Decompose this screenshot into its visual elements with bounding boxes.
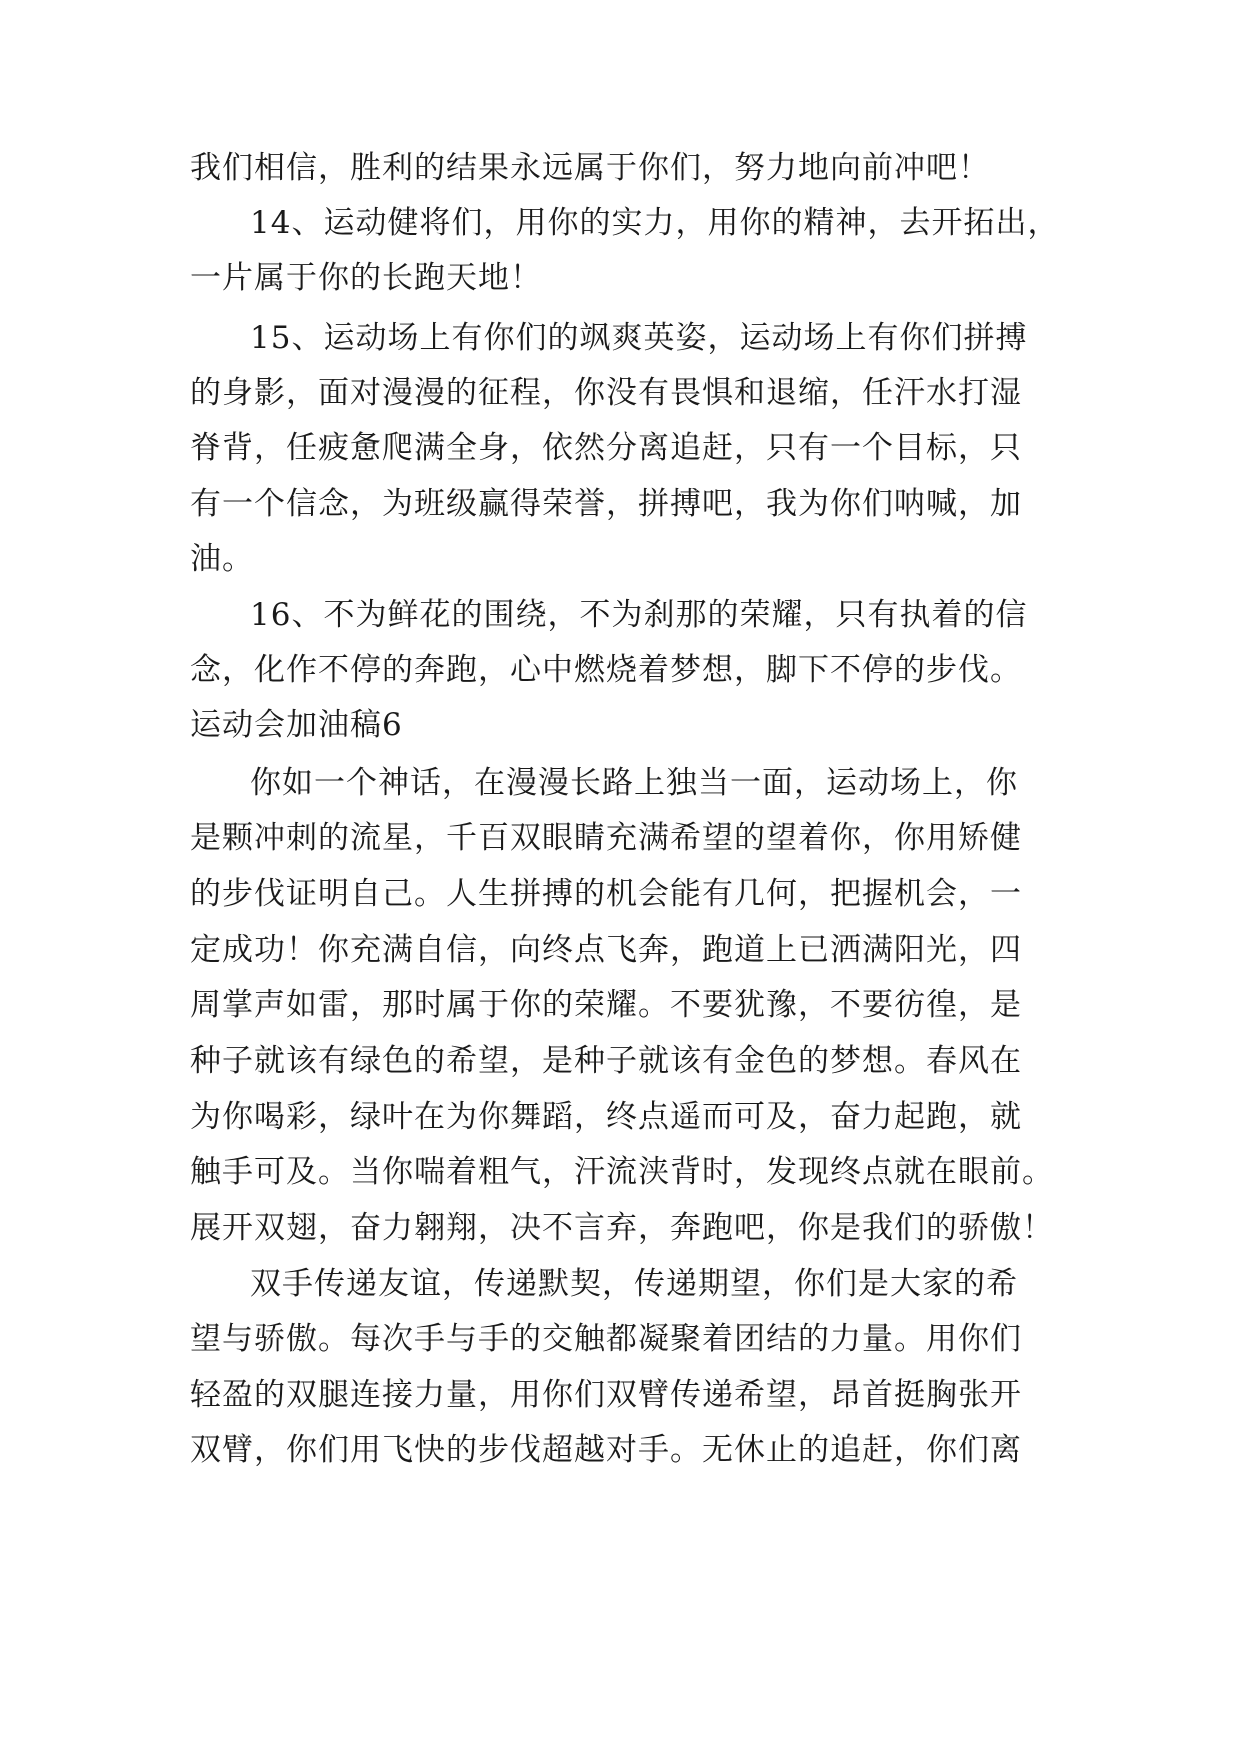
text-line: 定成功！你充满自信，向终点飞奔，跑道上已洒满阳光，四 xyxy=(190,932,1022,968)
text-line: 的步伐证明自己。人生拼搏的机会能有几何，把握机会，一 xyxy=(190,876,1022,912)
text-line: 的身影，面对漫漫的征程，你没有畏惧和退缩，任汗水打湿 xyxy=(190,375,1022,411)
text-line: 为你喝彩，绿叶在为你舞蹈，终点遥而可及，奋力起跑，就 xyxy=(190,1099,1022,1135)
text-line: 触手可及。当你喘着粗气，汗流浃背时，发现终点就在眼前。 xyxy=(190,1154,1054,1190)
text-line: 脊背，任疲惫爬满全身，依然分离追赶，只有一个目标，只 xyxy=(190,430,1022,466)
text-line: 我们相信，胜利的结果永远属于你们，努力地向前冲吧！ xyxy=(190,150,990,186)
text-line: 展开双翅，奋力翱翔，决不言弃，奔跑吧，你是我们的骄傲！ xyxy=(190,1210,1054,1246)
text-line: 种子就该有绿色的希望，是种子就该有金色的梦想。春风在 xyxy=(190,1043,1022,1079)
text-line: 周掌声如雷，那时属于你的荣耀。不要犹豫，不要彷徨，是 xyxy=(190,987,1022,1023)
paragraph-first-line: 14、运动健将们，用你的实力，用你的精神，去开拓出， xyxy=(250,205,1060,241)
text-line: 一片属于你的长跑天地！ xyxy=(190,260,542,296)
paragraph-first-line: 你如一个神话，在漫漫长路上独当一面，运动场上，你 xyxy=(250,765,1018,801)
paragraph-first-line: 15、运动场上有你们的飒爽英姿，运动场上有你们拼搏 xyxy=(250,320,1028,356)
text-line: 有一个信念，为班级赢得荣誉，拼搏吧，我为你们呐喊，加 xyxy=(190,486,1022,522)
text-line: 念，化作不停的奔跑，心中燃烧着梦想，脚下不停的步伐。 xyxy=(190,652,1022,688)
paragraph-first-line: 16、不为鲜花的围绕，不为刹那的荣耀，只有执着的信 xyxy=(250,597,1028,633)
text-line: 运动会加油稿6 xyxy=(190,707,403,743)
text-line: 是颗冲刺的流星，千百双眼睛充满希望的望着你，你用矫健 xyxy=(190,820,1022,856)
text-line: 双臂，你们用飞快的步伐超越对手。无休止的追赶，你们离 xyxy=(190,1432,1022,1468)
text-line: 轻盈的双腿连接力量，用你们双臂传递希望，昂首挺胸张开 xyxy=(190,1377,1022,1413)
paragraph-first-line: 双手传递友谊，传递默契，传递期望，你们是大家的希 xyxy=(250,1266,1018,1302)
text-line: 油。 xyxy=(190,541,254,577)
text-line: 望与骄傲。每次手与手的交触都凝聚着团结的力量。用你们 xyxy=(190,1321,1022,1357)
